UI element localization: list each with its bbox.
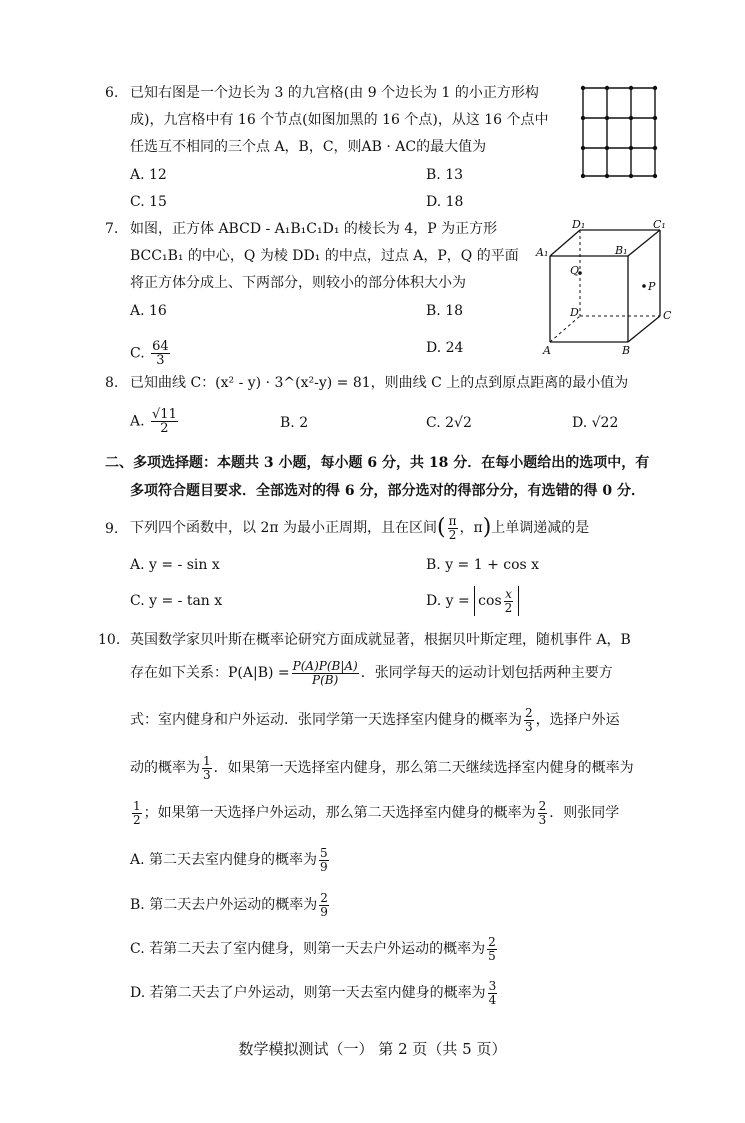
option-d: D. 24 — [426, 340, 464, 356]
cube-figure — [535, 218, 670, 358]
option-c: C. 15 — [130, 194, 167, 210]
fraction-numerator: 64 — [152, 339, 169, 354]
option-c — [130, 340, 172, 367]
label-a: A — [543, 344, 551, 357]
question-text-line: 动的概率为 $\frac{1}{3}$ ．如果第一天选择室内健身，那么第二天继续选择室内健身的概率为 — [130, 753, 634, 782]
question-number: 7. — [105, 221, 119, 237]
option-c: C. 2√2 — [426, 415, 472, 431]
fraction-numerator: √11 — [152, 407, 177, 422]
label-p: P — [648, 280, 656, 293]
option-a: A. 第二天去室内健身的概率为 $\frac{5}{9}$ — [130, 845, 328, 874]
option-c: C. y = - tan x — [130, 593, 223, 609]
label-a1: A₁ — [536, 246, 549, 259]
question-text-line: 英国数学家贝叶斯在概率论研究方面成就显著，根据贝叶斯定理，随机事件 A，B — [130, 632, 631, 648]
option-b: B. 2 — [280, 415, 309, 431]
question-number: 8. — [105, 375, 119, 391]
section-title-line: 多项符合题目要求．全部选对的得 6 分，部分选对的得部分分，有选错的得 0 分． — [130, 483, 645, 499]
option-a: A. 12 — [130, 167, 167, 183]
question-text: 下列四个函数中，以 2π 为最小正周期，且在区间( $\frac{\pi}{2}$ ，π)上单调递减的是 — [130, 513, 590, 542]
label-b: B — [622, 344, 631, 357]
option-b: B. 18 — [426, 303, 464, 319]
question-number: 6. — [105, 85, 119, 101]
fraction-denominator: 3 — [156, 353, 165, 368]
fraction-denominator: 2 — [160, 421, 169, 436]
option-label: C. — [130, 345, 145, 362]
label-d1: D₁ — [572, 218, 586, 231]
page-footer: 数学模拟测试（一） 第 2 页（共 5 页） — [238, 1040, 507, 1058]
question-text-line: 将正方体分成上、下两部分，则较小的部分体积大小为 — [130, 275, 466, 291]
question-number: 10. — [98, 632, 121, 648]
option-a: A. 16 — [130, 303, 167, 319]
option-a: A. $\frac{√11}{2}$ — [130, 407, 177, 436]
option-d: D. 若第二天去了户外运动，则第一天去室内健身的概率为 $\frac{3}{4}$ — [130, 978, 497, 1007]
label-b1: B₁ — [615, 244, 628, 257]
label-c1: C₁ — [653, 218, 666, 231]
grid-figure — [578, 84, 660, 180]
question-text-line: BCC₁B₁ 的中心，Q 为棱 DD₁ 的中点，过点 A，P，Q 的平面 — [130, 248, 519, 264]
question-text-line: 存在如下关系：P(A|B) = $\frac{P(A)P(B|A)}{P(B)}$ ．张同学每天的运动计划包括两种主要方 — [130, 658, 613, 687]
question-text-line: 如图，正方体 ABCD - A₁B₁C₁D₁ 的棱长为 4，P 为正方形 — [130, 221, 498, 237]
label-d: D — [570, 306, 579, 319]
option-d: D. 18 — [426, 194, 464, 210]
section-title-line: 二、多项选择题：本题共 3 小题，每小题 6 分，共 18 分．在每小题给出的选项中，有 — [105, 455, 650, 471]
option-d: D. y = cos $\frac{x}{2}$ — [426, 584, 519, 618]
question-text: 已知曲线 C：(x² - y) · 3^(x²-y) = 81，则曲线 C 上的点到原点距离的最小值为 — [130, 375, 629, 391]
question-text-line: $\frac{1}{2}$ ；如果第一天选择户外运动，那么第二天选择室内健身的概率为 $\frac{2}{3}$ ．则张同学 — [133, 798, 620, 827]
label-c: C — [663, 309, 672, 322]
question-text-line: 成)，九宫格中有 16 个节点(如图加黑的 16 个点)，从这 16 个点中 — [130, 112, 549, 128]
question-text-line: 任选互不相同的三个点 A，B，C，则AB · AC的最大值为 — [130, 139, 487, 155]
label-q: Q — [570, 264, 580, 277]
option-d: D. √22 — [572, 415, 619, 431]
question-text-line: 式：室内健身和户外运动．张同学第一天选择室内健身的概率为 $\frac{2}{3}$ ，选择户外运 — [130, 705, 620, 734]
option-b: B. 13 — [426, 167, 464, 183]
question-number: 9. — [105, 521, 119, 537]
option-b: B. y = 1 + cos x — [426, 557, 540, 573]
option-a: A. y = - sin x — [130, 557, 220, 573]
option-c: C. 若第二天去了室内健身，则第一天去户外运动的概率为 $\frac{2}{5}$ — [130, 934, 496, 963]
question-text-line: 已知右图是一个边长为 3 的九宫格(由 9 个边长为 1 的小正方形构 — [130, 85, 539, 101]
option-b: B. 第二天去户外运动的概率为 $\frac{2}{9}$ — [130, 890, 328, 919]
